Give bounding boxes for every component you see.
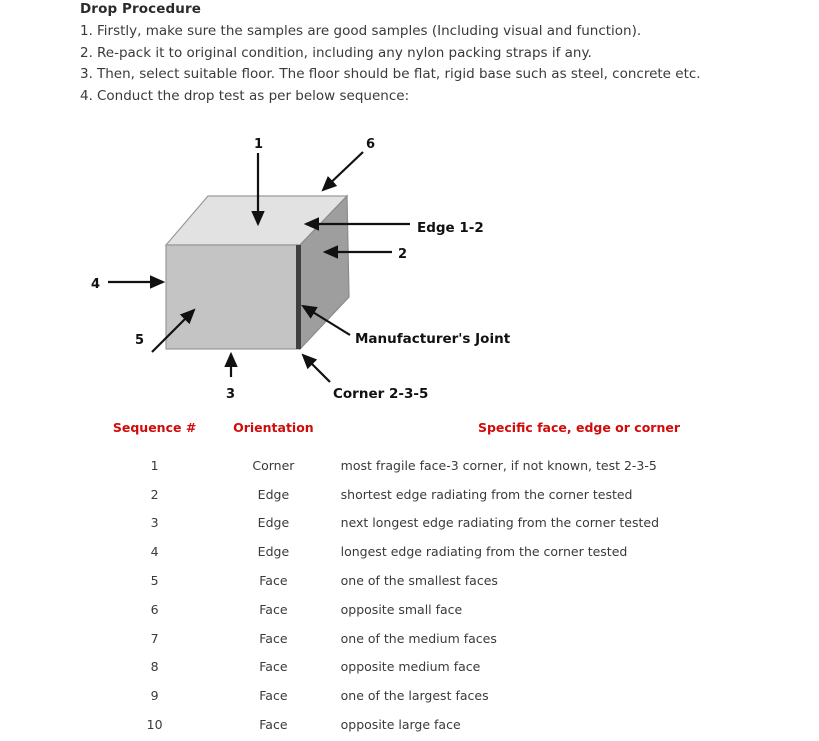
diagram-label-corner-2-3-5: Corner 2-3-5 (333, 386, 429, 402)
cell-orientation: Edge (257, 515, 290, 531)
table-body (100, 451, 680, 739)
cell-orientation: Face (259, 630, 288, 646)
column-header-description: Specific face, edge or corner (477, 420, 680, 435)
arrow-corner-2-3-5 (303, 355, 330, 382)
drop-sequence-table (100, 420, 680, 739)
cell-orientation: Face (259, 573, 288, 589)
diagram-label-3: 3 (226, 387, 236, 402)
table-row (100, 480, 680, 509)
column-header-sequence: Sequence # (112, 420, 197, 435)
arrow-face-6 (323, 152, 363, 190)
table-row (100, 653, 680, 682)
cell-description: next longest edge radiating from the corner tested (340, 515, 659, 531)
procedure-step-text: Then, select suitable floor. The floor should be flat, rigid base such as steel, concrete etc. (97, 66, 701, 82)
procedure-step-list (80, 21, 700, 107)
table-header-row (100, 420, 680, 451)
cell-sequence: 2 (150, 486, 159, 502)
procedure-step (80, 64, 700, 86)
cell-sequence: 1 (150, 457, 159, 473)
cell-sequence: 3 (150, 515, 159, 531)
cell-orientation: Edge (257, 486, 290, 502)
cell-sequence: 8 (150, 659, 159, 675)
box-front-face (166, 245, 300, 349)
table-row (100, 681, 680, 710)
table-row (100, 595, 680, 624)
cell-sequence: 10 (146, 717, 163, 733)
cell-description: opposite small face (340, 601, 463, 617)
diagram-label-1: 1 (254, 137, 264, 152)
procedure-step (80, 86, 700, 108)
diagram-label-2: 2 (398, 247, 408, 262)
cell-sequence: 5 (150, 573, 159, 589)
cell-sequence: 7 (150, 630, 159, 646)
cell-description: one of the medium faces (340, 630, 497, 646)
table-row (100, 509, 680, 538)
procedure-step-number: 4. (80, 87, 93, 104)
cell-description: shortest edge radiating from the corner tested (340, 486, 633, 502)
cell-description: opposite medium face (340, 659, 481, 675)
cell-orientation: Face (259, 688, 288, 704)
manufacturers-joint-stripe (296, 245, 301, 349)
cell-description: opposite large face (340, 717, 461, 733)
cell-orientation: Face (259, 717, 288, 733)
diagram-label-manufacturers-joint: Manufacturer's Joint (355, 331, 511, 347)
cell-description: one of the smallest faces (340, 573, 498, 589)
cell-sequence: 9 (150, 688, 159, 704)
diagram-label-edge-1-2: Edge 1-2 (417, 220, 484, 236)
cell-sequence: 4 (150, 544, 159, 560)
cell-orientation: Edge (257, 544, 290, 560)
cell-orientation: Face (259, 659, 288, 675)
cell-sequence: 6 (150, 601, 159, 617)
diagram-label-6: 6 (366, 137, 376, 152)
diagram-label-4: 4 (91, 277, 101, 292)
column-header-orientation: Orientation (233, 420, 314, 435)
cell-description: one of the largest faces (340, 688, 489, 704)
table-row (100, 537, 680, 566)
procedure-step-number: 1. (80, 23, 93, 39)
box-orientation-diagram (0, 120, 560, 410)
procedure-step-text: Conduct the drop test as per below sequence: (97, 87, 410, 104)
drop-procedure-section (80, 0, 700, 107)
procedure-step-text: Re-pack it to original condition, including any nylon packing straps if any. (97, 44, 592, 61)
cell-orientation: Corner (252, 457, 295, 473)
cell-orientation: Face (259, 601, 288, 617)
procedure-step-text: Firstly, make sure the samples are good samples (Including visual and function). (97, 23, 642, 39)
diagram-label-5: 5 (135, 333, 145, 348)
procedure-step-number: 3. (80, 66, 93, 82)
page-title: Drop Procedure (80, 1, 201, 17)
table-row (100, 624, 680, 653)
table-row (100, 451, 680, 480)
table-row (100, 710, 680, 739)
cell-description: longest edge radiating from the corner tested (340, 544, 628, 560)
procedure-step (80, 21, 700, 43)
procedure-step (80, 43, 700, 65)
cell-description: most fragile face-3 corner, if not known, test 2-3-5 (340, 457, 657, 473)
procedure-step-number: 2. (80, 44, 93, 61)
table-row (100, 566, 680, 595)
